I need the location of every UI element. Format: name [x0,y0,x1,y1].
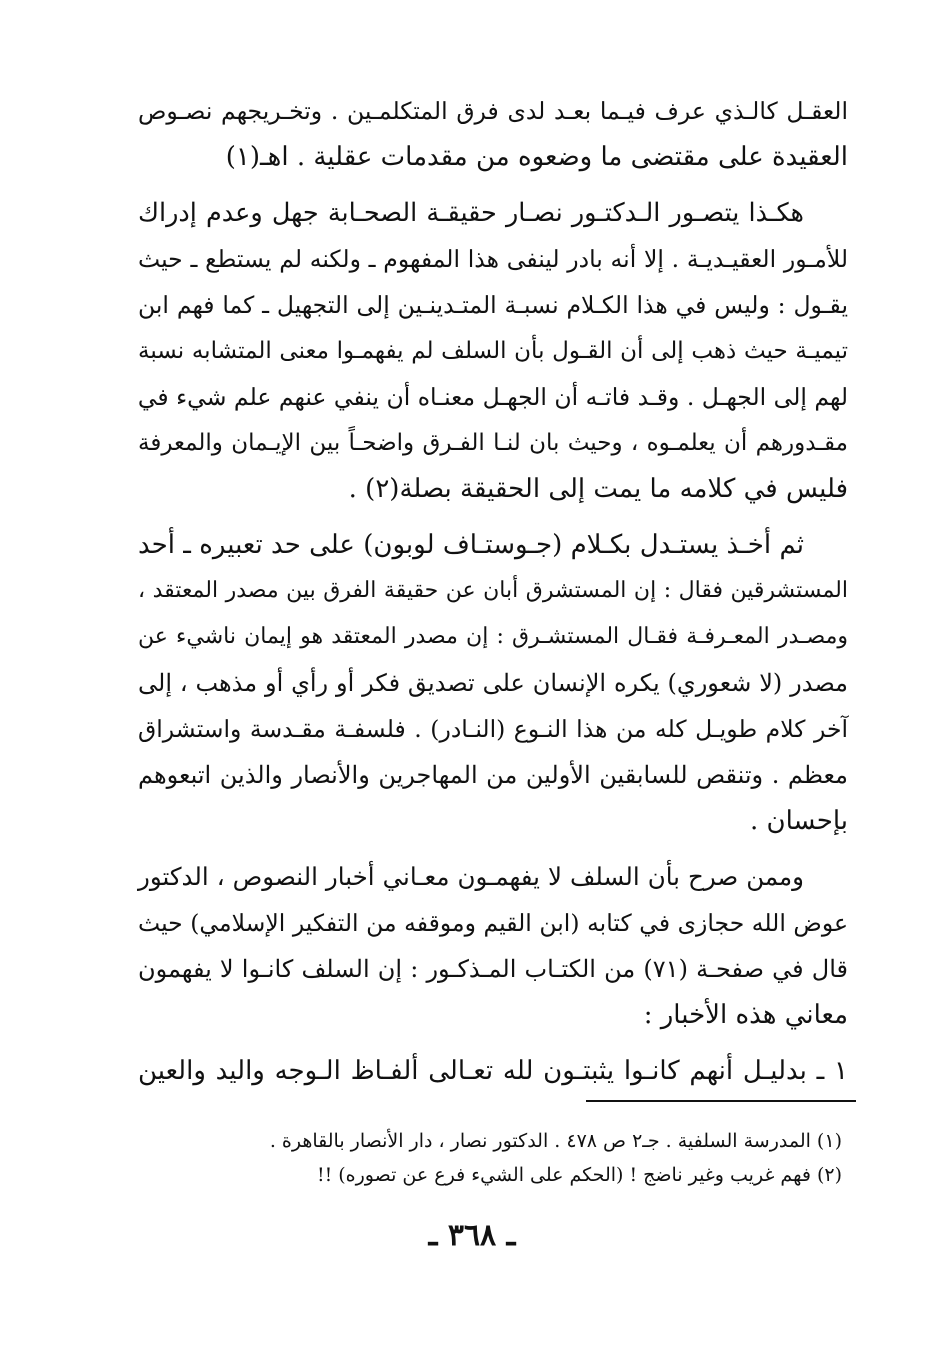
paragraph-1 [138,88,848,180]
text-line: قال في صفحـة (٧١) من الكتـاب المـذكـور : إن السلف كانـوا لا يفهمون [138,955,848,983]
text-line: معظم . وتنقص للسابقين الأولين من المهاجرين والأنصار والذين اتبعوهم [138,761,848,789]
text-line: معاني هذه الأخبار : [643,1000,848,1030]
text-line: هكـذا يتصـور الـدكتـور نصـار حقيقـة الصحـابة جهل وعدم إدراك [138,198,804,228]
paragraph-4 [138,854,848,1038]
text-line: العقيدة على مقتضى ما وضعوه من مقدمات عقلية . اهـ(١) [225,142,848,172]
text-line: ومصـدر المعـرفـة فقـال المستشـرق : إن مصدر المعتقد هو إيمان ناشيء عن [138,624,848,649]
footnote-1: (١) المدرسة السلفية . جـ٢ ص ٤٧٨ . الدكتور نصار ، دار الأنصار بالقاهرة . [269,1130,842,1152]
paragraph-2 [138,190,848,512]
paragraph-5 [138,1048,848,1094]
paragraph-3 [138,522,848,844]
text-line: مصدر (لا شعوري) يكره الإنسان على تصديق فكر أو رأي أو مذهب ، إلى [138,669,848,697]
text-line: يقـول : وليس في هذا الكـلام نسبـة المتـدينـين إلى التجهيل ـ كما فهم ابن [138,291,848,319]
text-line: ثم أخـذ يستـدل بكـلام (جـوستـاف لوبون) على حد تعبيره ـ أحد [138,530,804,560]
page-number: ـ ٣٦٨ ـ [428,1218,516,1253]
text-line: تيميـة حيث ذهب إلى أن القـول بأن السلف لم يفهمـوا معنى المتشابه نسبة [138,338,848,364]
main-text [138,88,848,1104]
text-line: آخر كلام طويـل كله من هذا النـوع (النـادر) . فلسفـة مقـدسة واستشراق [138,715,848,743]
footnotes [142,1124,842,1192]
footnote-2: (٢) فهم غريب وغير ناضج ! (الحكم على الشيء فرع عن تصوره) !! [316,1164,842,1186]
footnote-divider [586,1100,856,1102]
text-line: ١ ـ بدليـل أنهم كانـوا يثبتـون لله تعـالى ألفـاظ الـوجه واليد والعين [138,1056,848,1086]
text-line: وممن صرح بأن السلف لا يفهمـون معـاني أخبار النصوص ، الدكتور [138,862,804,891]
text-line: بإحسان . [750,806,848,836]
text-line: مقـدورهم أن يعلمـوه ، وحيث بان لنـا الفـرق واضحـاً بين الإيـمان والمعرفة [138,430,848,456]
text-line: العقـل كالـذي عرف فيـما بعـد لدى فرق المتكلمـين . وتخـريجهم نصـوص [138,97,848,125]
text-line: فليس في كلامه ما يمت إلى الحقيقة بصلة(٢) . [348,474,848,504]
text-line: عوض الله حجازى في كتابه (ابن القيم وموقفه من التفكير الإسلامي) حيث [138,909,848,937]
text-line: للأمـور العقيـديـة . إلا أنه بادر لينفى هذا المفهوم ـ ولكنه لم يستطع ـ حيث [138,245,848,273]
text-line: المستشرقين فقال : إن المستشرق أبان عن حقيقة الفرق بين مصدر المعتقد ، [138,578,848,603]
text-line: لهم إلى الجهـل . وقـد فاتـه أن الجهـل معنـاه أن ينفي عنهم علم شيء في [137,383,848,411]
